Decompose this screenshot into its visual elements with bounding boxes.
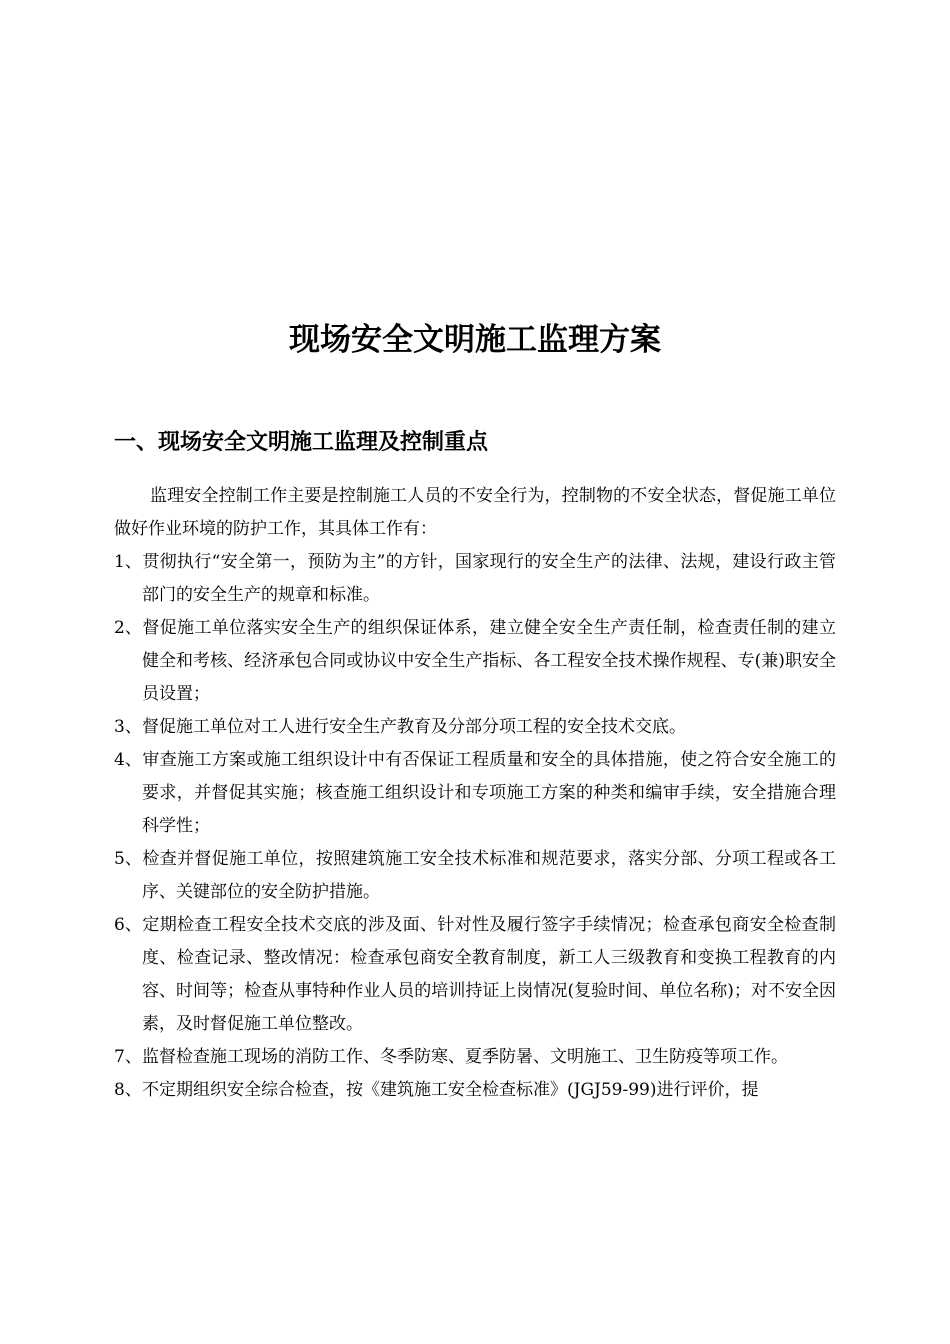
list-item (114, 1041, 836, 1074)
item-text: 督促施工单位落实安全生产的组织保证体系，建立健全安全生产责任制，检查责任制的建立健全和考核、经济承包合同或协议中安全生产指标、各工程安全技术操作规程、专(兼)职安全员设置； (142, 618, 836, 704)
item-number: 2、 (114, 618, 142, 638)
item-number: 8、 (114, 1080, 142, 1100)
document-title: 现场安全文明施工监理方案 (289, 322, 661, 358)
intro-paragraph: 监理安全控制工作主要是控制施工人员的不安全行为，控制物的不安全状态，督促施工单位做好作业环境的防护工作，其具体工作有： (114, 486, 836, 539)
list-item (114, 1074, 836, 1107)
item-text: 监督检查施工现场的消防工作、冬季防寒、夏季防暑、文明施工、卫生防疫等项工作。 (142, 1047, 788, 1067)
item-number: 5、 (114, 849, 142, 869)
list-item (114, 546, 836, 612)
list-item (114, 744, 836, 843)
item-text: 审查施工方案或施工组织设计中有否保证工程质量和安全的具体措施，使之符合安全施工的要求，并督促其实施；核查施工组织设计和专项施工方案的种类和编审手续，安全措施合理科学性； (142, 750, 836, 836)
item-text: 定期检查工程安全技术交底的涉及面、针对性及履行签字手续情况；检查承包商安全检查制度、检查记录、整改情况：检查承包商安全教育制度，新工人三级教育和变换工程教育的内容、时间等；检查从事特种作业人员的培训持证上岗情况(复验时间、单位名称)；对不安全因素，及时督促施工单位整改。 (142, 915, 836, 1034)
list-item (114, 909, 836, 1041)
item-text: 不定期组织安全综合检查，按《建筑施工安全检查标准》(JGJ59-99)进行评价，提 (142, 1080, 759, 1100)
item-number: 4、 (114, 750, 142, 770)
document-body (114, 480, 836, 1107)
list-item (114, 612, 836, 711)
item-number: 7、 (114, 1047, 142, 1067)
item-text: 督促施工单位对工人进行安全生产教育及分部分项工程的安全技术交底。 (142, 717, 686, 737)
item-number: 6、 (114, 915, 142, 935)
section-heading: 一、现场安全文明施工监理及控制重点 (114, 430, 489, 455)
list-item (114, 711, 836, 744)
list-item (114, 843, 836, 909)
item-text: 贯彻执行“安全第一，预防为主”的方针，国家现行的安全生产的法律、法规，建设行政主管部门的安全生产的规章和标准。 (142, 552, 836, 605)
item-number: 1、 (114, 552, 142, 572)
item-text: 检查并督促施工单位，按照建筑施工安全技术标准和规范要求，落实分部、分项工程或各工序、关键部位的安全防护措施。 (142, 849, 836, 902)
item-number: 3、 (114, 717, 142, 737)
